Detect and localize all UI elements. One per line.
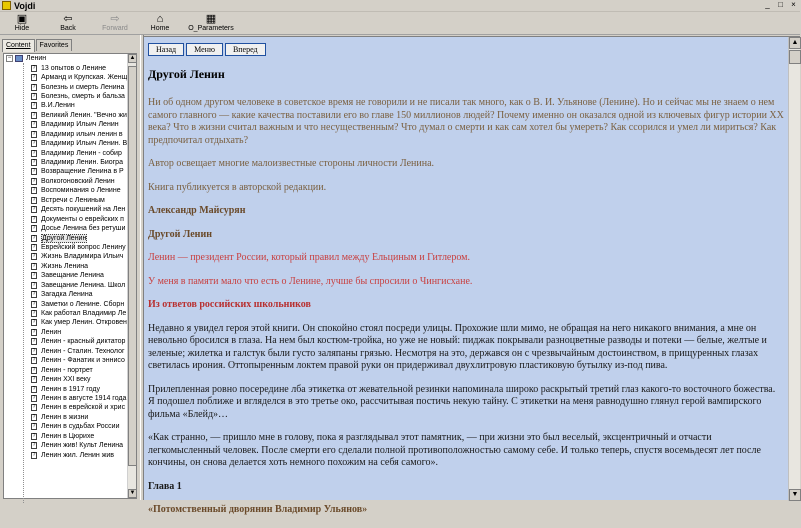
help-page-icon: ?: [32, 328, 36, 335]
help-page-icon: ?: [32, 423, 36, 430]
tree-item[interactable]: [4, 375, 128, 384]
help-page-icon: ?: [32, 253, 36, 260]
tree-item-label: Владимир ильич ленин в: [41, 130, 123, 138]
help-page-icon: ?: [32, 404, 36, 411]
help-page-icon: ?: [32, 394, 36, 401]
help-page-icon: ?: [32, 347, 36, 354]
content-scroll-thumb[interactable]: [789, 50, 801, 64]
tree-item-label: Ленин в еврейской и хрис: [41, 404, 126, 412]
help-page-icon: ?: [32, 291, 36, 298]
tree-item-label: Ленин в жизни: [41, 413, 89, 421]
tree-item[interactable]: [4, 450, 128, 459]
tree-item-label: Воспоминания о Ленине: [41, 187, 121, 195]
tree-item-label: Завещание Ленина. Школ: [41, 281, 126, 289]
tree-item-label: Ленин - Сталин. Технолог: [41, 347, 125, 355]
help-page-icon: ?: [32, 338, 36, 345]
help-page-icon: ?: [32, 272, 36, 279]
tree-item[interactable]: [4, 233, 128, 242]
tree-list: [4, 54, 128, 498]
article-paragraph: Книга публикуется в авторской редакции.: [148, 181, 327, 193]
help-page-icon: ?: [32, 376, 36, 383]
tree-item[interactable]: [4, 177, 128, 186]
tree-item[interactable]: [4, 271, 128, 280]
help-page-icon: ?: [32, 64, 36, 71]
tree-item-label: Досье Ленина без ретуши: [41, 225, 126, 233]
help-page-icon: ?: [32, 130, 36, 137]
tree-item[interactable]: [4, 318, 128, 327]
tree-item-label: Арманд и Крупская. Женщ: [41, 74, 128, 82]
help-page-icon: ?: [32, 432, 36, 439]
home-label: Home: [150, 25, 170, 32]
options-button[interactable]: [186, 13, 236, 34]
tree-item-label: Жизнь Ленина: [41, 262, 89, 270]
next-page-button[interactable]: Вперед: [225, 43, 266, 56]
article-paragraph: Автор освещает многие малоизвестные стороны личности Ленина.: [148, 158, 435, 169]
tree-item[interactable]: [4, 309, 128, 318]
tree-item[interactable]: [4, 167, 128, 176]
tree-item[interactable]: [4, 101, 128, 110]
tree-item-label: Владимир Ленин - собир: [41, 149, 122, 157]
scroll-down-icon[interactable]: ▼: [129, 490, 136, 496]
article-author: Александр Майсурян: [148, 205, 246, 216]
tree-item[interactable]: [4, 299, 128, 308]
prev-page-button[interactable]: Назад: [148, 43, 184, 56]
tree-item-label: В.И.Ленин: [41, 102, 75, 110]
tree-item[interactable]: [4, 403, 128, 412]
tree-item[interactable]: [4, 281, 128, 290]
tree-item[interactable]: [4, 130, 128, 139]
body-paragraph: Прилепленная ровно посередине лба этикетка от жевательной резинки напоминала широко раскрытый третий глаз какого-то восточного божества. Я подошел поближе и вгляделся в это третье око, рассчитывая постичь некую тайну. С этикетки на меня равнодушно глянул герой вампирского фильма «Блейд»…: [148, 383, 776, 420]
tree-item[interactable]: [4, 196, 128, 205]
tree-item[interactable]: [4, 422, 128, 431]
title-bar: [0, 0, 800, 12]
options-label: O_Parameters: [188, 25, 234, 32]
help-page-icon: ?: [32, 196, 36, 203]
minimize-button[interactable]: _: [765, 0, 770, 9]
tree-item[interactable]: [4, 290, 128, 299]
tree-item[interactable]: [4, 148, 128, 157]
tree-item-label: Владимир Ленин. Биогра: [41, 159, 123, 167]
document-body: [148, 67, 784, 528]
tree-item-label: Ленин в 1917 году: [41, 385, 100, 393]
tree-item[interactable]: [4, 413, 128, 422]
tree-item[interactable]: [4, 365, 128, 374]
contents-tree: [3, 53, 137, 499]
content-pane: [144, 36, 800, 515]
tree-item-label: 13 опытов о Ленине: [41, 64, 106, 72]
tree-item-label: Завещание Ленина: [41, 272, 104, 280]
article-title: Другой Ленин: [148, 67, 225, 81]
tree-item[interactable]: [4, 347, 128, 356]
help-page-icon: ?: [32, 281, 36, 288]
tree-item-label: Владимир Ильич Ленин. В: [41, 140, 128, 148]
tree-item[interactable]: [4, 224, 128, 233]
hide-label: Hide: [14, 25, 30, 32]
tree-item-label: Волкогоновский Ленин: [41, 177, 115, 185]
tree-item[interactable]: [4, 186, 128, 195]
close-button[interactable]: ×: [791, 0, 796, 9]
help-page-icon: ?: [32, 451, 36, 458]
tree-item-label: Болезнь и смерть Ленина: [41, 83, 125, 91]
forward-button[interactable]: [94, 13, 136, 34]
help-page-icon: ?: [32, 121, 36, 128]
body-paragraph: Недавно я увидел героя этой книги. Он спокойно стоял посреди улицы. Прохожие шли мимо, не обращая на него никакого внимания, а мне он невольно бросился в глаза. На нем был костюм-тройка, но уже не новый: пиджак покрывали разноцветные разводы и потеки — белые, желтые и зеленые; жилетка и галстук были густо заляпаны грязью. Несмотря на это, держався он с чрезвычайным достоинством, в прищуренных глазах светилась ирония. Оттопыренным локтем правой руки он придерживал двухлитровую пластиковую бутылку из-под пива.: [148, 322, 767, 371]
help-page-icon: ?: [32, 149, 36, 156]
scroll-up-icon[interactable]: ▲: [129, 55, 136, 61]
forward-arrow-icon: ⇨: [110, 13, 120, 25]
document-view: [144, 37, 788, 515]
help-page-icon: ?: [32, 225, 36, 232]
back-arrow-icon: ⇦: [63, 13, 73, 25]
help-page-icon: ?: [32, 177, 36, 184]
help-page-icon: ?: [32, 74, 36, 81]
help-page-icon: ?: [32, 442, 36, 449]
back-button[interactable]: [47, 13, 89, 34]
epigraph: У меня в памяти мало что есть о Ленине, лучше бы спросили о Чингисхане.: [148, 275, 473, 287]
article-intro: Ни об одном другом человеке в советское время не говорили и не писали так много, как о В. И. Ульянове (Ленине). Но и сейчас мы не знаем о нем самого главного — какие качества поставили его во главе 150 миллионов людей? Почему именно он оказался одной из ключевых фигур истории XX века? Что в жизни считал важным и что несущественным? Что думал о смерти и как сам хотел бы умереть? Как ссорился и умел ли мириться? Как предпочитал отдыхать?: [148, 97, 784, 146]
tab-favorites[interactable]: Favorites: [36, 39, 73, 51]
help-page-icon: ?: [32, 92, 36, 99]
help-page-icon: ?: [32, 168, 36, 175]
help-page-icon: ?: [32, 413, 36, 420]
navigation-pane: [0, 37, 140, 500]
tree-item-label: Ленин - Фанатик и эннисо: [41, 357, 125, 365]
help-page-icon: ?: [32, 140, 36, 147]
help-page-icon: ?: [32, 111, 36, 118]
tree-item-label: Владимир Ильич Ленин: [41, 121, 119, 129]
help-page-icon: ?: [32, 319, 36, 326]
help-page-icon: ?: [32, 385, 36, 392]
help-page-icon: ?: [32, 83, 36, 90]
tree-item[interactable]: [4, 243, 128, 252]
document-nav: [148, 43, 266, 56]
window-controls: [762, 1, 799, 10]
help-page-icon: ?: [32, 187, 36, 194]
scroll-down-icon[interactable]: ▼: [789, 489, 801, 501]
tree-item[interactable]: [4, 73, 128, 82]
book-icon: [15, 55, 23, 62]
article-subtitle: Другой Ленин: [148, 228, 212, 240]
tree-scroll-thumb[interactable]: [128, 66, 137, 466]
help-page-icon: ?: [32, 310, 36, 317]
tab-contents[interactable]: Content: [2, 39, 35, 52]
tree-item-label: Жизнь Владимира Ильич: [41, 253, 124, 261]
back-label: Back: [60, 25, 76, 32]
tree-item[interactable]: [4, 262, 128, 271]
tree-item[interactable]: [4, 394, 128, 403]
tree-item-label: Другой Ленин: [42, 234, 87, 242]
tree-item[interactable]: [4, 214, 128, 223]
home-icon: ⌂: [156, 13, 164, 25]
help-page-icon: ?: [32, 366, 36, 373]
tree-item[interactable]: [4, 158, 128, 167]
toolbar: [0, 12, 800, 35]
hide-icon: ▣: [16, 13, 28, 25]
nav-tabs: [2, 39, 73, 52]
tree-item-label: Как умер Ленин. Откровен: [41, 319, 127, 327]
tree-item[interactable]: [4, 441, 128, 450]
tree-root-label: Ленин: [26, 55, 47, 63]
epigraph: Ленин — президент России, который правил между Ельциным и Гитлером.: [148, 252, 471, 263]
forward-label: Forward: [102, 25, 128, 32]
tree-item[interactable]: [4, 252, 128, 261]
tree-item[interactable]: [4, 356, 128, 365]
tree-item[interactable]: [4, 205, 128, 214]
tree-item[interactable]: [4, 63, 128, 72]
chapter-heading: Глава 1: [148, 480, 182, 492]
tree-item-label: Ленин жив! Культ Ленина: [41, 442, 124, 450]
menu-button[interactable]: Меню: [186, 43, 223, 56]
tree-item[interactable]: [4, 432, 128, 441]
tree-item-label: Документы о еврейских п: [41, 215, 124, 223]
tree-item-label: Ленин: [41, 328, 62, 336]
help-page-icon: ?: [32, 357, 36, 364]
scroll-up-icon[interactable]: ▲: [789, 37, 801, 49]
help-page-icon: ?: [32, 102, 36, 109]
tree-item-label: Ленин в августе 1914 года: [41, 394, 127, 402]
tree-item-label: Ленин - портрет: [41, 366, 93, 374]
help-page-icon: ?: [32, 262, 36, 269]
tree-item[interactable]: [4, 82, 128, 91]
tree-item-label: Встречи с Лениным: [41, 196, 105, 204]
help-page-icon: ?: [32, 300, 36, 307]
tree-item-label: Как работал Владимир Ле: [41, 310, 127, 318]
collapse-icon[interactable]: −: [7, 55, 12, 62]
tree-item[interactable]: [4, 384, 128, 393]
tree-item[interactable]: [4, 328, 128, 337]
tree-item-label: Заметки о Ленине. Сборн: [41, 300, 125, 308]
tree-item[interactable]: [4, 92, 128, 101]
content-scrollbar[interactable]: [788, 37, 800, 501]
tree-item[interactable]: [4, 139, 128, 148]
help-page-icon: ?: [32, 159, 36, 166]
help-page-icon: ?: [32, 215, 36, 222]
tree-item-label: Болезнь, смерть и бальза: [41, 92, 125, 100]
tree-item[interactable]: [4, 111, 128, 120]
help-page-icon: ?: [32, 243, 36, 250]
tree-item-label: Ленин в Цюрихе: [41, 432, 95, 440]
tree-item-label: Ленин - красный диктатор: [41, 338, 126, 346]
home-button[interactable]: [139, 13, 181, 34]
window-title: Vojdi: [14, 0, 36, 11]
epigraph-source: Из ответов российских школьников: [148, 299, 311, 310]
tree-item-label: Загадка Ленина: [41, 291, 93, 299]
tree-item[interactable]: [4, 337, 128, 346]
tree-item-label: Ленин жил. Ленин жив: [41, 451, 115, 459]
options-icon: ▦: [205, 13, 217, 25]
tree-item[interactable]: [4, 120, 128, 129]
hide-button[interactable]: [1, 13, 43, 34]
tree-item-label: Великий Ленин. "Вечно жи: [41, 111, 127, 119]
help-page-icon: ?: [32, 234, 36, 241]
tree-item-label: Десять покушений на Лен: [41, 206, 126, 214]
tree-item-label: Еврейский вопрос Ленину: [41, 243, 126, 251]
tree-item-label: Возвращение Ленина в Р: [41, 168, 124, 176]
body-paragraph: «Как странно, — пришло мне в голову, пока я разглядывал этот памятник, — при жизни это был веселый, эксцентричный и отчасти легкомысленный человек. После смерти его сделали полной противоположностью самому себе. И только теперь, спустя восемьдесят лет после кончины, он снова делается хоть немного похожим на себя самого».: [148, 432, 761, 468]
chapter-title: «Потомственный дворянин Владимир Ульянов»: [148, 504, 368, 515]
help-page-icon: ?: [32, 206, 36, 213]
tree-item-label: Ленин в судьбах России: [41, 423, 120, 431]
tree-scrollbar[interactable]: [127, 54, 136, 498]
tree-item-label: Ленин XXI веку: [41, 376, 91, 384]
app-icon: [2, 1, 11, 10]
maximize-button[interactable]: □: [778, 0, 783, 9]
